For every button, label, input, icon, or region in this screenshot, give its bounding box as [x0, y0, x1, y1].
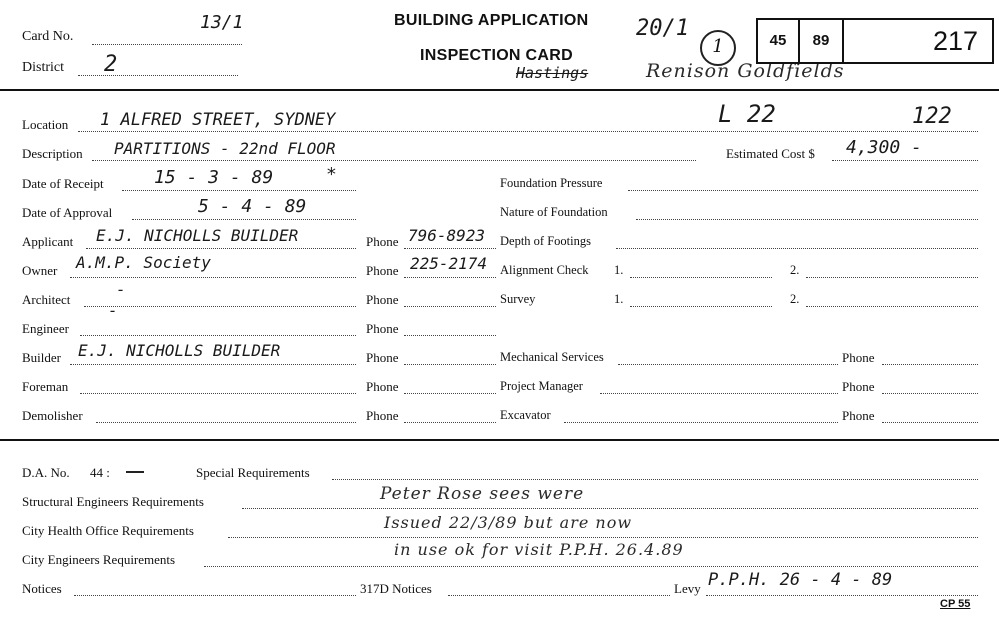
mechanical-label: Mechanical Services	[500, 350, 604, 364]
district-line	[78, 75, 238, 76]
description-label: Description	[22, 146, 83, 161]
notices-line	[74, 595, 356, 596]
location-value: 1 ALFRED STREET, SYDNEY	[100, 110, 336, 130]
estimated-cost-line	[832, 160, 978, 161]
struck-word: Hastings	[516, 64, 589, 82]
date-receipt-line	[122, 190, 356, 191]
card-no-label: Card No.	[22, 29, 74, 44]
form-subtitle: INSPECTION CARD	[420, 47, 573, 64]
date-approval-label: Date of Approval	[22, 205, 113, 220]
survey-label: Survey	[500, 292, 536, 306]
alignment-check-label: Alignment Check	[500, 263, 589, 277]
applicant-phone-label: Phone	[366, 234, 399, 249]
demolisher-line	[96, 422, 356, 423]
estimated-cost-value: 4,300 -	[846, 137, 922, 158]
project-manager-label: Project Manager	[500, 379, 583, 393]
alignment-2-label: 2.	[790, 263, 800, 277]
nature-foundation-line	[636, 219, 978, 220]
alignment-2-line	[806, 277, 978, 278]
depth-footings-line	[616, 248, 978, 249]
excavator-phone-label: Phone	[842, 408, 875, 423]
architect-value: -	[116, 280, 126, 299]
architect-phone-line	[404, 306, 496, 307]
owner-phone-value: 225-2174	[410, 254, 488, 273]
box-number: 217	[932, 26, 978, 56]
alignment-1-label: 1.	[614, 263, 624, 277]
date-receipt-value: 15 - 3 - 89	[154, 167, 274, 188]
handwritten-ref: 20/1	[636, 16, 689, 41]
foreman-phone-label: Phone	[366, 379, 399, 394]
section-divider	[0, 439, 999, 441]
city-engineers-line	[204, 566, 978, 567]
nature-foundation-label: Nature of Foundation	[500, 205, 608, 219]
owner-phone-line	[404, 277, 496, 278]
builder-value: E.J. NICHOLLS BUILDER	[78, 341, 281, 360]
survey-2-line	[806, 306, 978, 307]
survey-2-label: 2.	[790, 292, 800, 306]
asterisk-mark: *	[326, 164, 337, 185]
survey-1-label: 1.	[614, 292, 624, 306]
notices-317d-label: 317D Notices	[360, 581, 432, 596]
owner-value: A.M.P. Society	[76, 253, 211, 272]
owner-phone-label: Phone	[366, 263, 399, 278]
health-label: City Health Office Requirements	[22, 523, 194, 538]
structural-line	[242, 508, 978, 509]
structural-label: Structural Engineers Requirements	[22, 494, 204, 509]
box-a: 45	[758, 20, 800, 62]
builder-label: Builder	[22, 350, 61, 365]
owner-label: Owner	[22, 263, 58, 278]
special-requirements-label: Special Requirements	[196, 465, 310, 480]
demolisher-label: Demolisher	[22, 408, 83, 423]
alignment-1-line	[630, 277, 772, 278]
form-title: BUILDING APPLICATION	[394, 12, 589, 29]
special-requirements-line	[332, 479, 978, 480]
city-engineers-note: in use ok for visit P.P.H. 26.4.89	[394, 540, 684, 559]
engineer-line	[80, 335, 356, 336]
engineer-phone-label: Phone	[366, 321, 399, 336]
mechanical-phone-label: Phone	[842, 350, 875, 365]
foreman-phone-line	[404, 393, 496, 394]
box-b: 89	[800, 20, 844, 62]
foundation-pressure-line	[628, 190, 978, 191]
number-box	[756, 18, 994, 64]
mechanical-line	[618, 364, 838, 365]
excavator-phone-line	[882, 422, 978, 423]
levy-label: Levy	[674, 581, 701, 596]
architect-label: Architect	[22, 292, 71, 307]
project-manager-phone-label: Phone	[842, 379, 875, 394]
date-approval-value: 5 - 4 - 89	[198, 196, 307, 217]
mechanical-phone-line	[882, 364, 978, 365]
description-line	[92, 160, 696, 161]
structural-note: Peter Rose sees were	[380, 484, 585, 504]
builder-line	[70, 364, 356, 365]
da-no-label: D.A. No.	[22, 465, 70, 480]
date-receipt-label: Date of Receipt	[22, 176, 104, 191]
district-value: 2	[104, 52, 118, 77]
header-divider	[0, 89, 999, 91]
notices-label: Notices	[22, 581, 62, 596]
applicant-label: Applicant	[22, 234, 74, 249]
notices-317d-line	[448, 595, 670, 596]
architect-phone-label: Phone	[366, 292, 399, 307]
da-dash	[126, 471, 144, 473]
applicant-value: E.J. NICHOLLS BUILDER	[96, 226, 299, 245]
excavator-line	[564, 422, 838, 423]
engineer-value: -	[108, 301, 118, 320]
date-approval-line	[132, 219, 356, 220]
demolisher-phone-label: Phone	[366, 408, 399, 423]
builder-phone-line	[404, 364, 496, 365]
applicant-line	[86, 248, 356, 249]
foreman-label: Foreman	[22, 379, 69, 394]
health-note: Issued 22/3/89 but are now	[384, 513, 633, 532]
project-manager-phone-line	[882, 393, 978, 394]
levy-line	[706, 595, 978, 596]
district-label: District	[22, 60, 64, 75]
applicant-phone-value: 796-8923	[408, 226, 486, 245]
applicant-phone-line	[404, 248, 496, 249]
foundation-pressure-label: Foundation Pressure	[500, 176, 603, 190]
card-no-line	[92, 44, 242, 45]
project-manager-line	[600, 393, 838, 394]
foreman-line	[80, 393, 356, 394]
survey-1-line	[630, 306, 772, 307]
demolisher-phone-line	[404, 422, 496, 423]
excavator-label: Excavator	[500, 408, 551, 422]
engineer-phone-line	[404, 335, 496, 336]
da-no-value: 44 :	[90, 465, 110, 480]
form-code: CP 55	[940, 598, 971, 610]
depth-footings-label: Depth of Footings	[500, 234, 591, 248]
header-note: Renison Goldfields	[646, 60, 845, 82]
city-engineers-label: City Engineers Requirements	[22, 552, 176, 567]
engineer-label: Engineer	[22, 321, 69, 336]
location-code: L 22	[718, 100, 776, 128]
location-code-2: 122	[912, 104, 952, 129]
builder-phone-label: Phone	[366, 350, 399, 365]
owner-line	[70, 277, 356, 278]
card-no-value: 13/1	[200, 12, 244, 33]
circled-number: 1	[700, 30, 736, 66]
description-value: PARTITIONS - 22nd FLOOR	[114, 139, 336, 158]
architect-line	[84, 306, 356, 307]
location-label: Location	[22, 117, 69, 132]
estimated-cost-label: Estimated Cost $	[726, 146, 815, 161]
location-line	[78, 131, 978, 132]
levy-value: P.P.H. 26 - 4 - 89	[708, 570, 893, 590]
health-line	[228, 537, 978, 538]
